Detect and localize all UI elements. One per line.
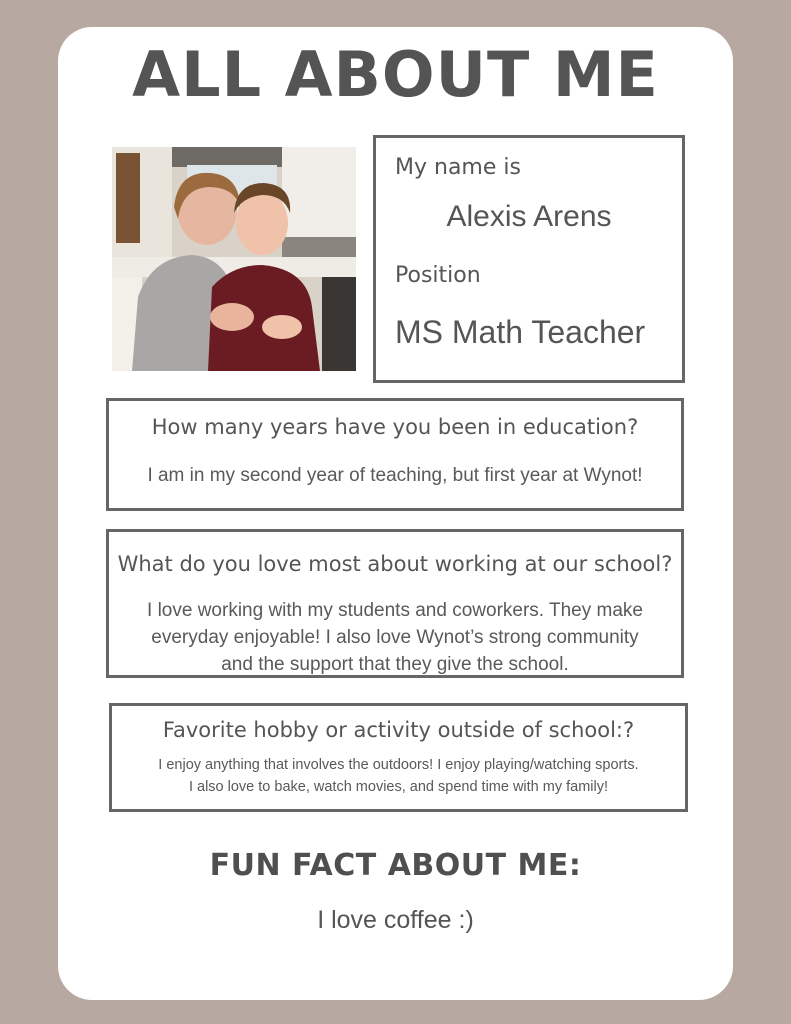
question-love-school: What do you love most about working at our school? — [117, 552, 673, 576]
question-box-hobby — [109, 703, 688, 812]
fun-fact-text: I love coffee :) — [317, 906, 474, 934]
question-box-love-school — [106, 529, 684, 678]
teacher-name: Alexis Arens — [446, 200, 612, 233]
answer-line: and the support that they give the school. — [221, 654, 569, 675]
answer-hobby — [112, 754, 685, 798]
answer-line: everyday enjoyable! I also love Wynot’s strong community — [151, 627, 639, 648]
answer-education: I am in my second year of teaching, but first year at Wynot! — [147, 465, 643, 486]
fun-fact-title: FUN FACT ABOUT ME: — [209, 848, 582, 883]
teacher-position: MS Math Teacher — [395, 314, 646, 350]
position-label: Position — [395, 263, 481, 288]
question-box-education — [106, 398, 684, 511]
answer-line: I love working with my students and coworkers. They make — [147, 600, 643, 621]
name-label: My name is — [395, 155, 521, 180]
answer-line: I enjoy anything that involves the outdoors! I enjoy playing/watching sports. — [158, 757, 639, 773]
page-title: ALL ABOUT ME — [132, 38, 659, 111]
profile-photo — [112, 147, 356, 371]
question-education: How many years have you been in education? — [151, 415, 639, 439]
answer-line: I also love to bake, watch movies, and spend time with my family! — [188, 779, 609, 795]
question-hobby: Favorite hobby or activity outside of school:? — [162, 718, 635, 742]
answer-love-school — [109, 597, 681, 678]
